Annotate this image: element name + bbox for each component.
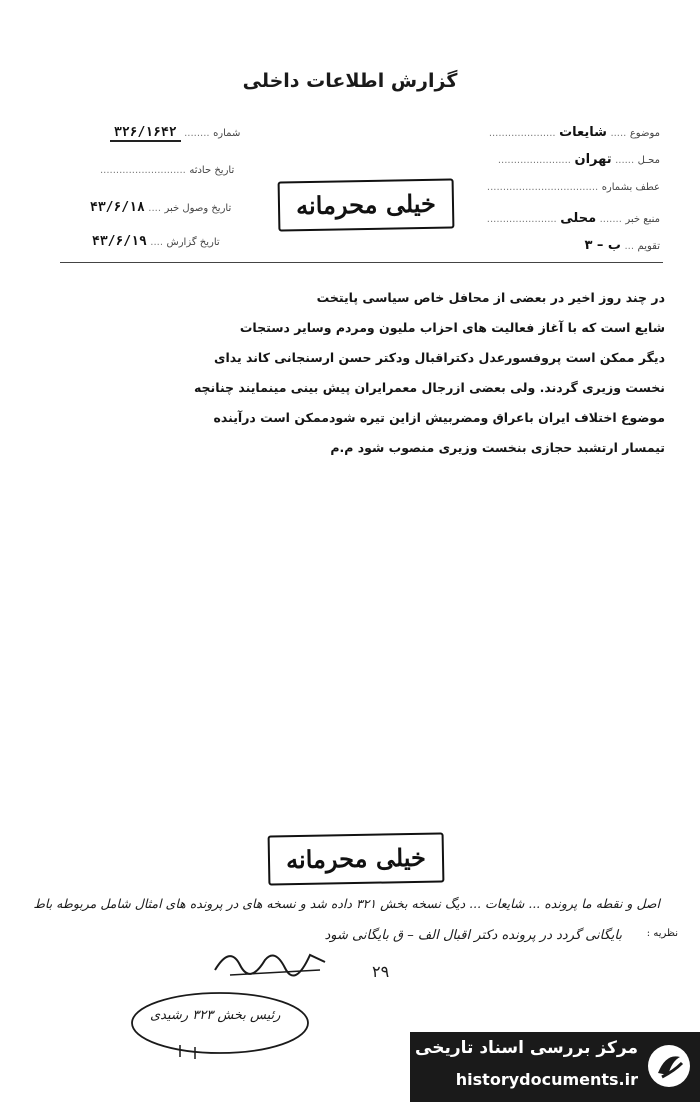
received-date-value: ۴۳/۶/۱۸ [90,200,145,215]
signature-line: رئیس بخش ۳۲۳ رشیدی [150,1008,281,1023]
place-label: محـل [637,155,660,166]
handwritten-note-line1: اصل و نقطه ما پرونده ... شایعات ... دیگ نسخه بخش ۳۲۱ داده شد و نسخه های در پرونده های امثال شامل مربوطه باط [33,896,660,911]
bottom-confidential-stamp: خیلی محرمانه [268,832,445,885]
source-value: محلی [560,211,597,226]
incident-date-label: تاریخ حادثه [189,165,235,176]
watermark-text-fa: مرکز بررسی اسناد تاریخی [415,1038,638,1058]
watermark-text-en: historydocuments.ir [455,1070,638,1089]
place-field: محـل ...... تهران ....................... [497,152,660,167]
number-value: ۳۲۶/۱۶۴۲ [110,125,181,142]
top-confidential-stamp: خیلی محرمانه [278,178,455,231]
number-field: شماره ........ ۳۲۶/۱۶۴۲ [110,125,240,140]
source-label: منبع خبر [625,214,660,225]
number-label: شماره [213,128,241,139]
note-prefix-label: نظریه : [646,928,678,939]
received-date-field: تاریخ وصول خبر .... ۴۳/۶/۱۸ [90,200,232,215]
watermark-banner [410,1032,700,1102]
handwritten-number: ۲۹ [372,962,390,981]
evaluation-label: تقویم [637,241,660,252]
reference-field: عطف بشماره ................................... [486,182,660,193]
report-body [100,283,665,463]
body-line: شایع است که با آغاز فعالیت های احزاب ملیون ومردم وسایر دستجات [239,320,665,335]
report-date-value: ۴۳/۶/۱۹ [92,234,147,249]
subject-label: موضوع [629,128,660,139]
archive-logo-icon [646,1043,692,1089]
report-date-label: تاریخ گزارش [166,237,220,248]
incident-date-field: تاریخ حادثه ........................... [100,165,235,176]
evaluation-value: ب – ۳ [584,238,621,253]
body-line: تیمسار ارتشبد حجازی بنخست وزیری منصوب شود م.م [330,440,665,455]
source-field: منبع خبر ....... محلی ...................... [486,211,660,226]
subject-value: شایعات [559,125,607,140]
report-date-field: تاریخ گزارش .... ۴۳/۶/۱۹ [92,234,220,249]
received-date-label: تاریخ وصول خبر [164,203,232,214]
signature-oval [120,985,320,1065]
evaluation-field: تقویم ... ب – ۳ [584,238,660,253]
body-line: دیگر ممکن است پروفسورعدل دکتراقبال ودکتر حسن ارسنجانی کاند یدای [214,350,665,365]
body-line: در چند روز اخیر در بعضی از محافل خاص سیاسی پایتخت [316,290,665,305]
subject-field: موضوع ..... شایعات ..................... [488,125,660,140]
body-line: موضوع اختلاف ایران باعراق ومضربیش ازاین تیره شودممکن است درآینده [213,410,665,425]
header-divider [60,262,663,263]
document-title: گزارش اطلاعات داخلی [242,70,458,92]
reference-label: عطف بشماره [601,182,660,193]
signature-scribble [210,940,330,980]
handwritten-note-line2: بایگانی گردد در پرونده دکتر اقبال الف – ق بایگانی شود [324,928,622,943]
body-line: نخست وزیری گردند. ولی بعضی ازرجال معمرایران پیش بینی مینمایند چنانچه [193,380,665,395]
place-value: تهران [574,152,612,167]
